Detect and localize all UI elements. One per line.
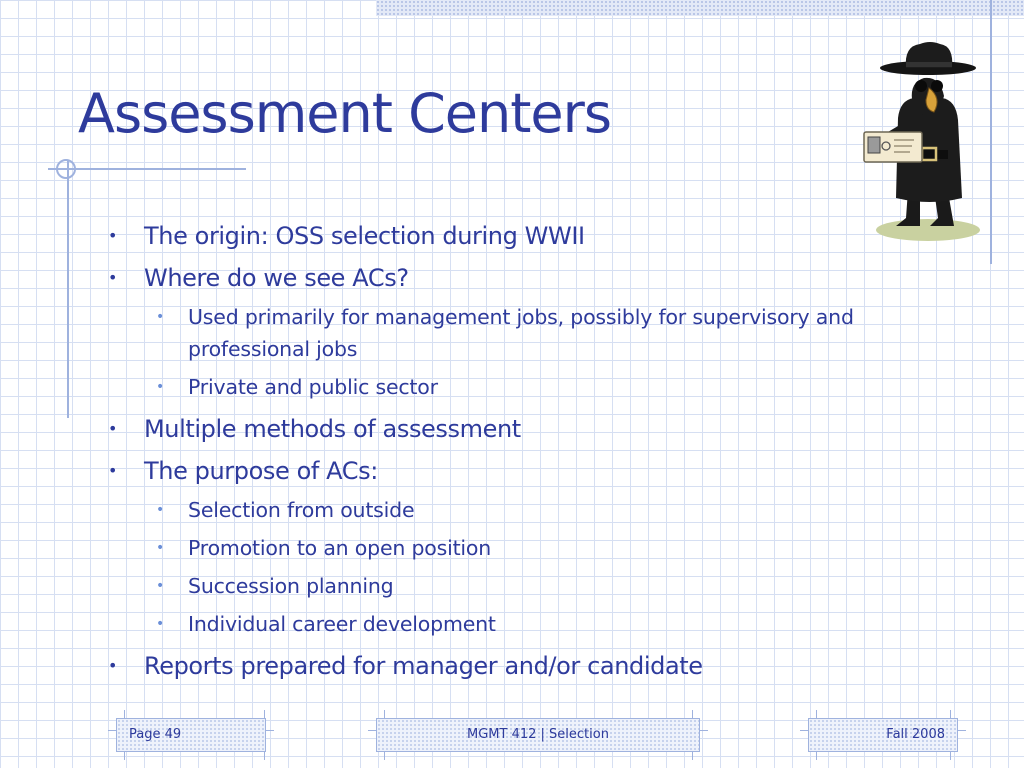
sub-bullet-item: [144, 494, 944, 526]
bullet-dot-icon: •: [108, 419, 118, 438]
footer-course-title: MGMT 412 | Selection: [376, 718, 700, 752]
sub-bullet-item: [144, 371, 944, 403]
sub-bullet-text: Private and public sector: [188, 375, 438, 399]
sub-bullet-list: [144, 494, 944, 640]
bullet-dot-icon: •: [108, 656, 118, 675]
sub-bullet-dot-icon: •: [156, 540, 165, 556]
bullet-text: Reports prepared for manager and/or candidate: [144, 652, 703, 680]
sub-bullet-item: [144, 532, 944, 564]
sub-bullet-dot-icon: •: [156, 502, 165, 518]
sub-bullet-dot-icon: •: [156, 309, 165, 325]
sub-bullet-dot-icon: •: [156, 578, 165, 594]
sub-bullet-text: Promotion to an open position: [188, 536, 492, 560]
footer-page-number: Page 49: [116, 718, 266, 752]
bullet-text: Where do we see ACs?: [144, 264, 409, 292]
footer-term: Fall 2008: [808, 718, 958, 752]
spy-with-badge-icon: [850, 40, 980, 245]
bullet-text: The origin: OSS selection during WWII: [144, 222, 585, 250]
bullet-list: [104, 220, 944, 692]
bullet-dot-icon: •: [108, 461, 118, 480]
bullet-text: Multiple methods of assessment: [144, 415, 521, 443]
sub-bullet-item: [144, 608, 944, 640]
sub-bullet-text: Selection from outside: [188, 498, 415, 522]
bullet-item: [104, 455, 944, 640]
sub-bullet-item: [144, 301, 944, 365]
rule-circle-ornament: [56, 159, 76, 179]
top-pattern-band: [376, 0, 1024, 16]
sub-bullet-text: Individual career development: [188, 612, 496, 636]
bullet-dot-icon: •: [108, 226, 118, 245]
bullet-text: The purpose of ACs:: [144, 457, 378, 485]
bullet-dot-icon: •: [108, 268, 118, 287]
bullet-item: [104, 262, 944, 403]
bullet-item: [104, 413, 944, 445]
bullet-item: [104, 650, 944, 682]
sub-bullet-list: [144, 301, 944, 403]
sub-bullet-item: [144, 570, 944, 602]
bullet-item: [104, 220, 944, 252]
sub-bullet-text: Succession planning: [188, 574, 394, 598]
slide-title: Assessment Centers: [78, 82, 611, 145]
sub-bullet-text: Used primarily for management jobs, possibly for supervisory and professional jobs: [188, 305, 854, 361]
left-decorative-rule: [67, 160, 69, 418]
sub-bullet-dot-icon: •: [156, 616, 165, 632]
sub-bullet-dot-icon: •: [156, 379, 165, 395]
title-underline-rule: [48, 168, 246, 170]
right-decorative-rule: [990, 0, 992, 264]
